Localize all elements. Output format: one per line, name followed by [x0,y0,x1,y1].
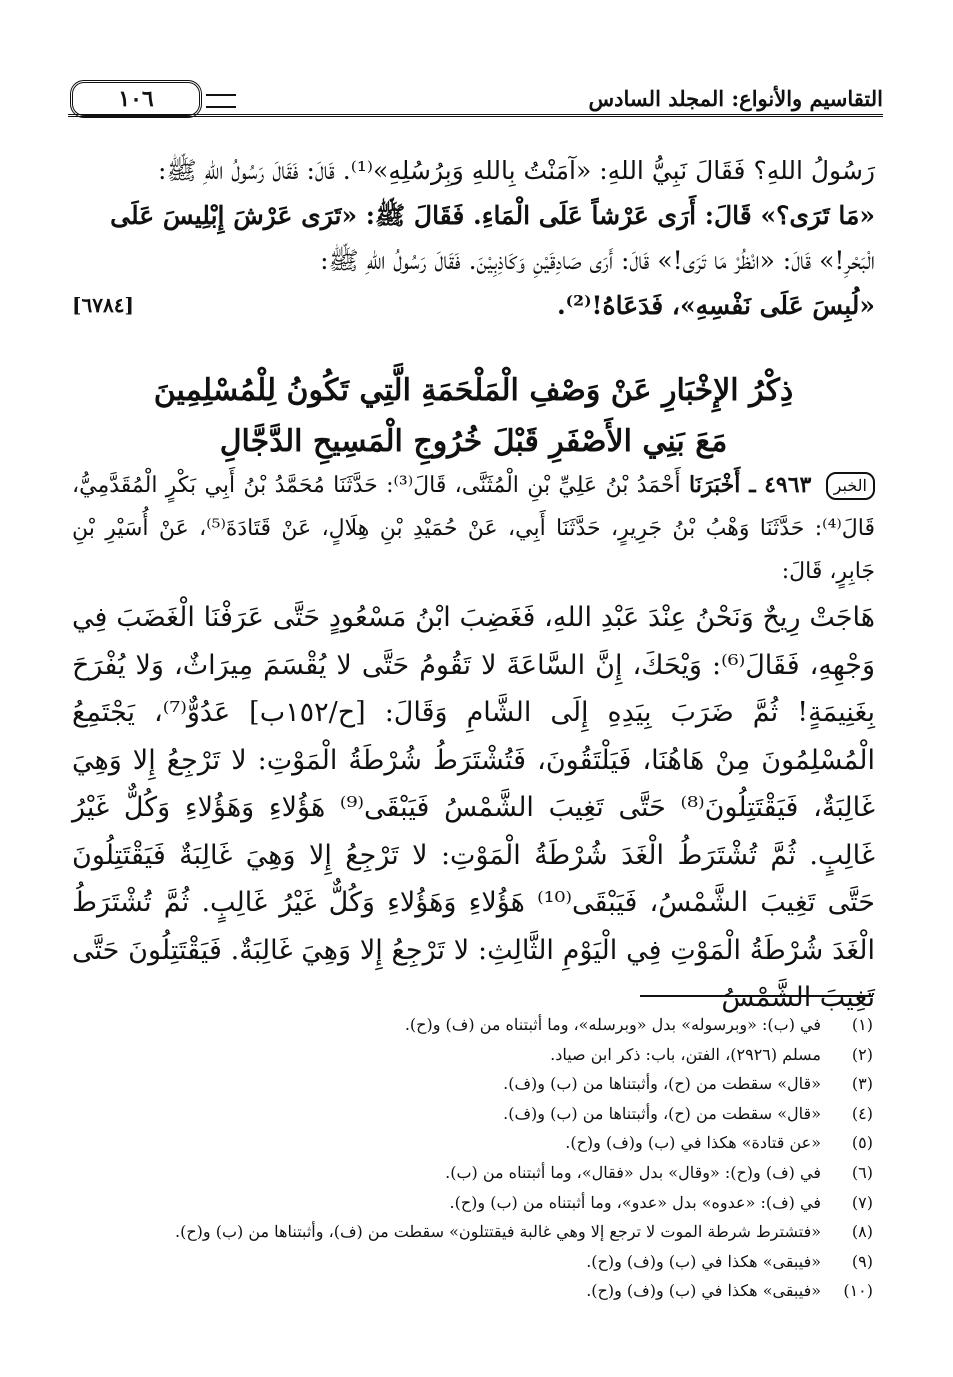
hadith-akhbarana: ـ أَخْبَرَنَا [689,472,756,498]
page-header [68,84,883,128]
footnote-text: في (ف): «عدوه» بدل «عدو»، وما أثبتناه من (ب) و(ح). [449,1192,821,1212]
footnote-number: (٨) [851,1222,873,1242]
footnote-text: «قال» سقطت من (ح)، وأثبتناها من (ب) و(ف). [503,1103,821,1123]
page-number: ١٠٦ [70,80,202,118]
footnote-item [70,1069,873,1099]
footnote-item [70,1040,873,1070]
footnote-text: «قال» سقطت من (ح)، وأثبتناها من (ب) و(ف). [503,1074,821,1094]
text-line: «مَا تَرَى؟» قَالَ: أَرَى عَرْشاً عَلَى الْمَاءِ. فَقَالَ ﷺ: «تَرَى عَرْشَ إِبْلِيسَ عَلَى [110,201,875,230]
footnote-text: «فيبقى» هكذا في (ب) و(ف) و(ح). [586,1281,821,1301]
footnote-number: (٥) [851,1133,873,1153]
footnote-number: (٦) [851,1162,873,1182]
footnote-number: (١٠) [843,1281,873,1301]
footnote-number: (٤) [851,1103,873,1123]
footnote-item [70,1099,873,1129]
footnote-text: في (ب): «وبرسوله» بدل «وبرسله»، وما أثبتناه من (ف) و(ح). [404,1015,821,1034]
footnote-number: (٩) [851,1251,873,1271]
footnote-item [70,1276,873,1306]
text-line: رَسُولُ اللهِ؟ فَقَالَ نَبِيُّ اللهِ: «آمَنْتُ بِاللهِ وَبِرُسُلِهِ»⁽¹⁾. قَالَ: فَقَالَ رَسُولُ اللهِ ﷺ: [158,156,875,185]
footnote-item [70,1128,873,1158]
footnote-item [70,1188,873,1218]
running-title: التقاسيم والأنواع: المجلد السادس [588,86,883,111]
footnote-divider [640,995,873,997]
text-line: «لُبِسَ عَلَى نَفْسِهِ»، فَدَعَاهُ!⁽²⁾. [556,291,875,320]
header-ornament [206,94,236,108]
text-line: الْبَحْرِ!» قَالَ: «انْظُرْ مَا تَرَى!» قَالَ: أَرَى صَادِقَيْنِ وَكَاذِبِيْنَ. فَقَالَ رَسُولُ اللهِ ﷺ: [320,246,875,275]
footnote-number: (٢) [851,1044,873,1064]
footnote-number: (١) [851,1015,873,1034]
footnote-item [70,1158,873,1188]
chapter-heading-line-1: ذِكْرُ الإِخْبَارِ عَنْ وَصْفِ الْمَلْحَمَةِ الَّتِي تَكُونُ لِلْمُسْلِمِينَ [153,373,794,408]
footnote-number: (٣) [851,1074,873,1094]
footnote-item [70,1217,873,1247]
footnote-text: في (ف) و(ح): «وقال» بدل «فقال»، وما أثبتناه من (ب). [445,1162,821,1182]
paragraph-1 [72,148,875,328]
hadith-matn: هَاجَتْ رِيحٌ وَنَحْنُ عِنْدَ عَبْدِ اللهِ، فَغَضِبَ ابْنُ مَسْعُودٍ حَتَّى عَرَفْنَا الْغَضَبَ فِي وَجْهِهِ، فَقَالَ⁽⁶⁾: وَيْحَكَ، إِنَّ السَّاعَةَ لا تَقُومُ حَتَّى لا يُقْسَمَ مِيرَاثٌ، وَلا يُفْرَحَ بِغَنِيمَةٍ! ثُمَّ ضَرَبَ بِيَدِهِ إِلَى الشَّامِ وَقَالَ: [ح/١٥٢ب] عَدُوٌّ⁽⁷⁾، يَجْتَمِعُ الْمُسْلِمُونَ مِنْ هَاهُنَا، فَيَلْتَقُونَ، فَتُشْتَرَطُ شُرْطَةُ الْمَوْتِ: لا تَرْجِعُ إِلا وَهِيَ غَالِبَةٌ، فَيَقْتَتِلُونَ⁽⁸⁾ حَتَّى تَغِيبَ الشَّمْسُ فَيَبْقَى⁽⁹⁾ هَؤُلاءِ وَهَؤُلاءِ وَكُلٌّ غَيْرُ غَالِبٍ. ثُمَّ تُشْتَرَطُ الْغَدَ شُرْطَةُ الْمَوْتِ: لا تَرْجِعُ إِلا وَهِيَ غَالِبَةٌ فَيَقْتَتِلُونَ حَتَّى تَغِيبَ الشَّمْسُ، فَيَبْقَى⁽¹⁰⁾ هَؤُلاءِ وَهَؤُلاءِ وَكُلٌّ غَيْرُ غَالِبٍ. ثُمَّ تُشْتَرَطُ الْغَدَ شُرْطَةُ الْمَوْتِ فِي الْيَوْمِ الثَّالِثِ: لا تَرْجِعُ إِلا وَهِيَ غَالِبَةٌ. فَيَقْتَتِلُونَ حَتَّى تَغِيبَ الشَّمْسُ [72,602,875,1013]
chapter-heading-line-2: مَعَ بَنِي الأَصْفَرِ قَبْلَ خُرُوجِ الْمَسِيحِ الدَّجَّالِ [219,424,728,459]
footnote-text: «فتشترط شرطة الموت لا ترجع إلا وهي غالبة فيقتتلون» سقطت من (ف)، وأثبتناها من (ب) و(ح). [175,1222,821,1242]
footnote-text: مسلم (٢٩٢٦)، الفتن، باب: ذكر ابن صياد. [550,1044,821,1064]
hadith-number: ٤٩٦٣ [764,472,812,498]
chapter-heading [72,365,875,467]
hadith-icon: الخبر [826,472,875,500]
footnote-text: «فيبقى» هكذا في (ب) و(ف) و(ح). [586,1251,821,1271]
hadith-reference-number: [٦٧٨٤] [72,293,134,317]
footnote-text: «عن قتادة» هكذا في (ب) و(ف) و(ح). [565,1133,821,1153]
isnad-text: أَحْمَدُ بْنُ عَلِيِّ بْنِ الْمُثَنَّى، قَالَ⁽³⁾: حَدَّثَنَا مُحَمَّدُ بْنُ أَبِي بَكْرٍ الْمُقَدَّمِيُّ، قَالَ⁽⁴⁾: حَدَّثَنَا وَهْبُ بْنُ جَرِيرٍ، حَدَّثَنَا أَبِي، عَنْ حُمَيْدِ بْنِ هِلَالٍ، عَنْ قَتَادَةَ⁽⁵⁾، عَنْ أُسَيْرِ بْنِ جَابِرٍ، قَالَ: [72,473,876,584]
footnote-number: (٧) [851,1192,873,1212]
footnote-item [70,1010,873,1040]
footnotes-list [70,1010,873,1306]
hadith-isnad [72,464,875,593]
footnote-item [70,1247,873,1277]
